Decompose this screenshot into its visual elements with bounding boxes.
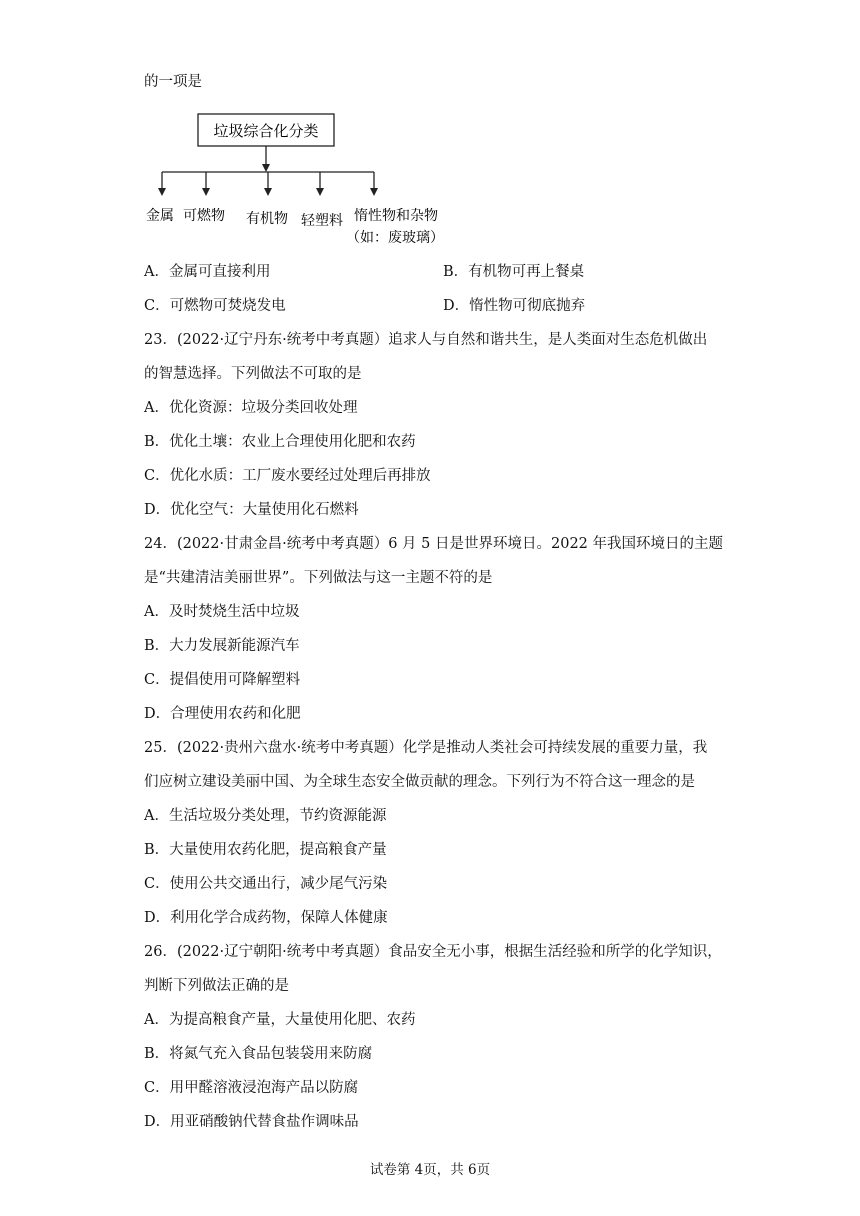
q23-option-c: C．优化水质：工厂废水要经过处理后再排放 <box>144 468 431 484</box>
q22-option-b: B．有机物可再上餐桌 <box>443 264 585 280</box>
q25-option-a: A．生活垃圾分类处理，节约资源能源 <box>144 808 387 824</box>
q24-option-c: C．提倡使用可降解塑料 <box>144 672 301 688</box>
diagram-leaf-combustible: 可燃物 <box>183 208 225 224</box>
q26-stem-line2: 判断下列做法正确的是 <box>144 978 289 994</box>
q26-option-d: D．用亚硝酸钠代替食盐作调味品 <box>144 1114 359 1130</box>
q24-option-a: A．及时焚烧生活中垃圾 <box>144 604 300 620</box>
q23-stem-line2: 的智慧选择。下列做法不可取的是 <box>144 366 362 382</box>
q23-option-a: A．优化资源：垃圾分类回收处理 <box>144 400 358 416</box>
q23-option-d: D．优化空气：大量使用化石燃料 <box>144 502 359 518</box>
q24-option-b: B．大力发展新能源汽车 <box>144 638 300 654</box>
q25-option-b: B．大量使用农药化肥，提高粮食产量 <box>144 842 387 858</box>
q23-option-b: B．优化土壤：农业上合理使用化肥和农药 <box>144 434 416 450</box>
diagram-leaf-plastic: 轻塑料 <box>301 213 343 229</box>
q22-option-c: C．可燃物可焚烧发电 <box>144 298 286 314</box>
diagram-root-label: 垃圾综合化分类 <box>213 122 319 140</box>
diagram-leaf-note: （如：废玻璃） <box>346 230 444 246</box>
diagram-leaf-metal: 金属 <box>146 208 174 224</box>
q25-stem-line2: 们应树立建设美丽中国、为全球生态安全做贡献的理念。下列行为不符合这一理念的是 <box>144 774 695 790</box>
q24-stem-line2: 是“共建清洁美丽世界”。下列做法与这一主题不符的是 <box>144 570 493 586</box>
q25-option-c: C．使用公共交通出行，减少尾气污染 <box>144 876 388 892</box>
page-footer: 试卷第 4页，共 6页 <box>369 1162 491 1178</box>
q25-option-d: D．利用化学合成药物，保障人体健康 <box>144 910 388 926</box>
q25-stem-line1: 25．(2022·贵州六盘水·统考中考真题）化学是推动人类社会可持续发展的重要力量，我 <box>144 740 708 756</box>
q26-stem-line1: 26．(2022·辽宁朝阳·统考中考真题）食品安全无小事，根据生活经验和所学的化学知识， <box>144 944 722 960</box>
q22-option-a: A．金属可直接利用 <box>144 264 271 280</box>
q23-stem-line1: 23．(2022·辽宁丹东·统考中考真题）追求人与自然和谐共生，是人类面对生态危机做出 <box>144 332 708 348</box>
diagram-leaf-inert: 惰性物和杂物 <box>354 208 438 224</box>
diagram-leaf-organic: 有机物 <box>246 211 288 227</box>
classification-diagram <box>140 108 460 248</box>
q26-option-a: A．为提高粮食产量，大量使用化肥、农药 <box>144 1012 416 1028</box>
q24-stem-line1: 24．(2022·甘肃金昌·统考中考真题）6 月 5 日是世界环境日。2022 年我国环境日的主题 <box>144 536 724 552</box>
question-22-tail: 的一项是 <box>144 74 202 90</box>
q24-option-d: D．合理使用农药和化肥 <box>144 706 301 722</box>
q26-option-c: C．用甲醛溶液浸泡海产品以防腐 <box>144 1080 359 1096</box>
q22-option-d: D．惰性物可彻底抛弃 <box>443 298 586 314</box>
q26-option-b: B．将氮气充入食品包装袋用来防腐 <box>144 1046 373 1062</box>
